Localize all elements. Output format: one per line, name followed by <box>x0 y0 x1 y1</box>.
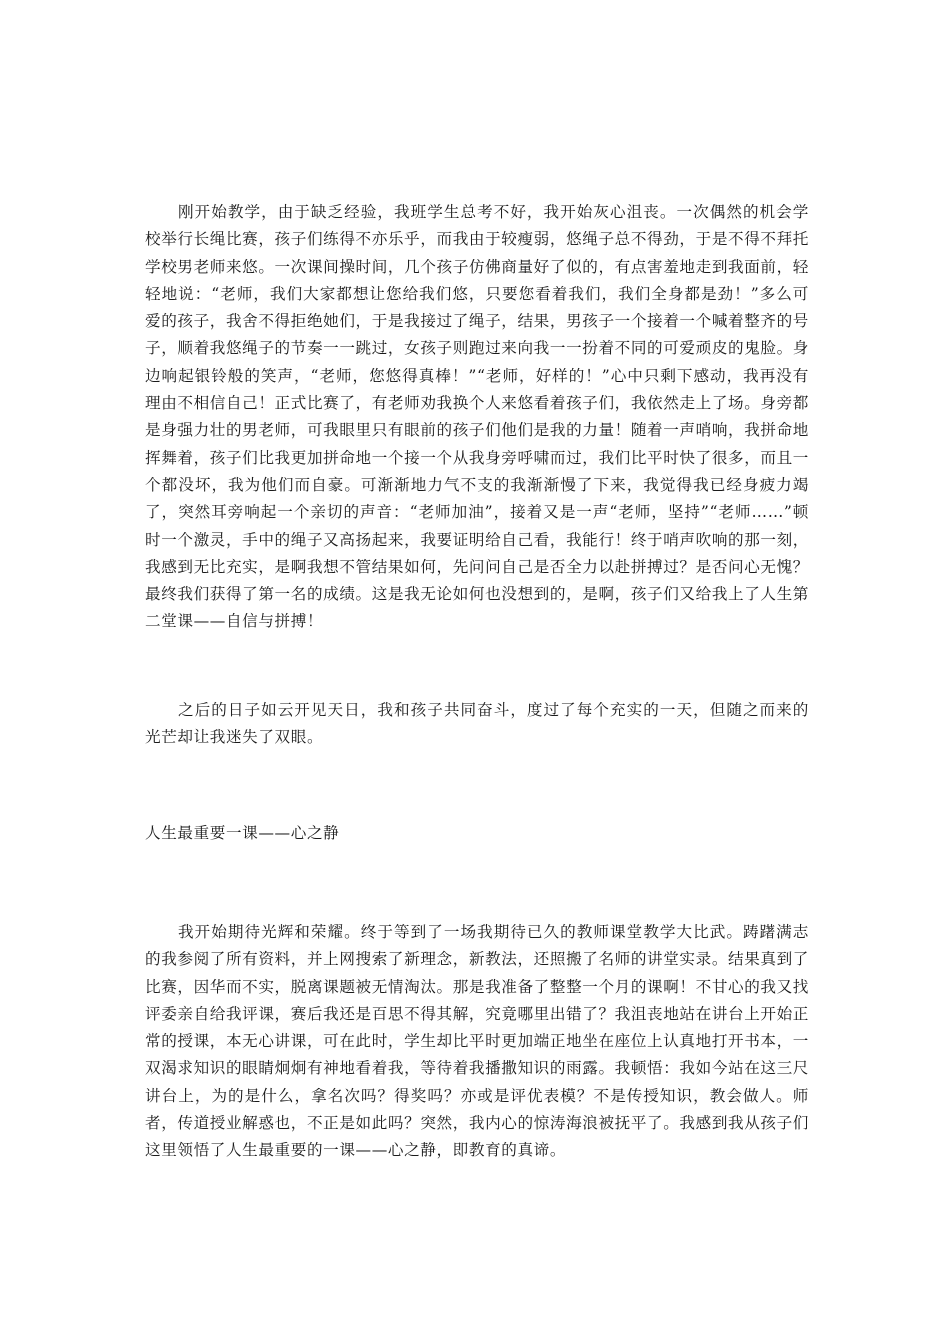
paragraph-teaching-contest: 我开始期待光辉和荣耀。终于等到了一场我期待已久的教师课堂教学大比武。踌躇满志的我参阅了所有资料，并上网搜索了新理念，新教法，还照搬了名师的讲堂实录。结果真到了比赛，因华而不实，脱离课题被无情淘汰。那是我准备了整整一个月的课啊！不甘心的我又找评委亲自给我评课，赛后我还是百思不得其解，究竟哪里出错了？我沮丧地站在讲台上开始正常的授课，本无心讲课，可在此时，学生却比平时更加端正地坐在座位上认真地打开书本，一双渴求知识的眼睛炯炯有神地看着我，等待着我播撒知识的雨露。我顿悟：我如今站在这三尺讲台上，为的是什么，拿名次吗？得奖吗？亦或是评优表模？不是传授知识，教会做人。师者，传道授业解惑也，不正是如此吗？突然，我内心的惊涛海浪被抚平了。我感到我从孩子们这里领悟了人生最重要的一课——心之静，即教育的真谛。 <box>145 923 809 1160</box>
paragraph-transition: 之后的日子如云开见天日，我和孩子共同奋斗，度过了每个充实的一天，但随之而来的光芒却让我迷失了双眼。 <box>145 701 809 747</box>
section-heading: 人生最重要一课——心之静 <box>145 824 340 842</box>
paragraph-rope-competition: 刚开始教学，由于缺乏经验，我班学生总考不好，我开始灰心沮丧。一次偶然的机会学校举行长绳比赛，孩子们练得不亦乐乎，而我由于较瘦弱，悠绳子总不得劲，于是不得不拜托学校男老师来悠。一次课间操时间，几个孩子仿佛商量好了似的，有点害羞地走到我面前，轻轻地说：“老师，我们大家都想让您给我们悠，只要您看着我们，我们全身都是劲！”多么可爱的孩子，我舍不得拒绝她们，于是我接过了绳子，结果，男孩子一个接着一个喊着整齐的号子，顺着我悠绳子的节奏一一跳过，女孩子则跑过来向我一一扮着不同的可爱顽皮的鬼脸。身边响起银铃般的笑声，“老师，您悠得真棒！”“老师，好样的！”心中只剩下感动，我再没有理由不相信自己！正式比赛了，有老师劝我换个人来悠看着孩子们，我依然走上了场。身旁都是身强力壮的男老师，可我眼里只有眼前的孩子们他们是我的力量！随着一声哨响，我拼命地挥舞着，孩子们比我更加拼命地一个接一个从我身旁呼啸而过，我们比平时快了很多，而且一个都没坏，我为他们而自豪。可渐渐地力气不支的我渐渐慢了下来，我觉得我已经身疲力竭了，突然耳旁响起一个亲切的声音：“老师加油”，接着又是一声“老师，坚持”“老师……”顿时一个激灵，手中的绳子又高扬起来，我要证明给自己看，我能行！终于哨声吹响的那一刻，我感到无比充实，是啊我想不管结果如何，先问问自己是否全力以赴拼搏过？是否问心无愧？最终我们获得了第一名的成绩。这是我无论如何也没想到的，是啊，孩子们又给我上了人生第二堂课——自信与拼搏！ <box>145 203 809 631</box>
